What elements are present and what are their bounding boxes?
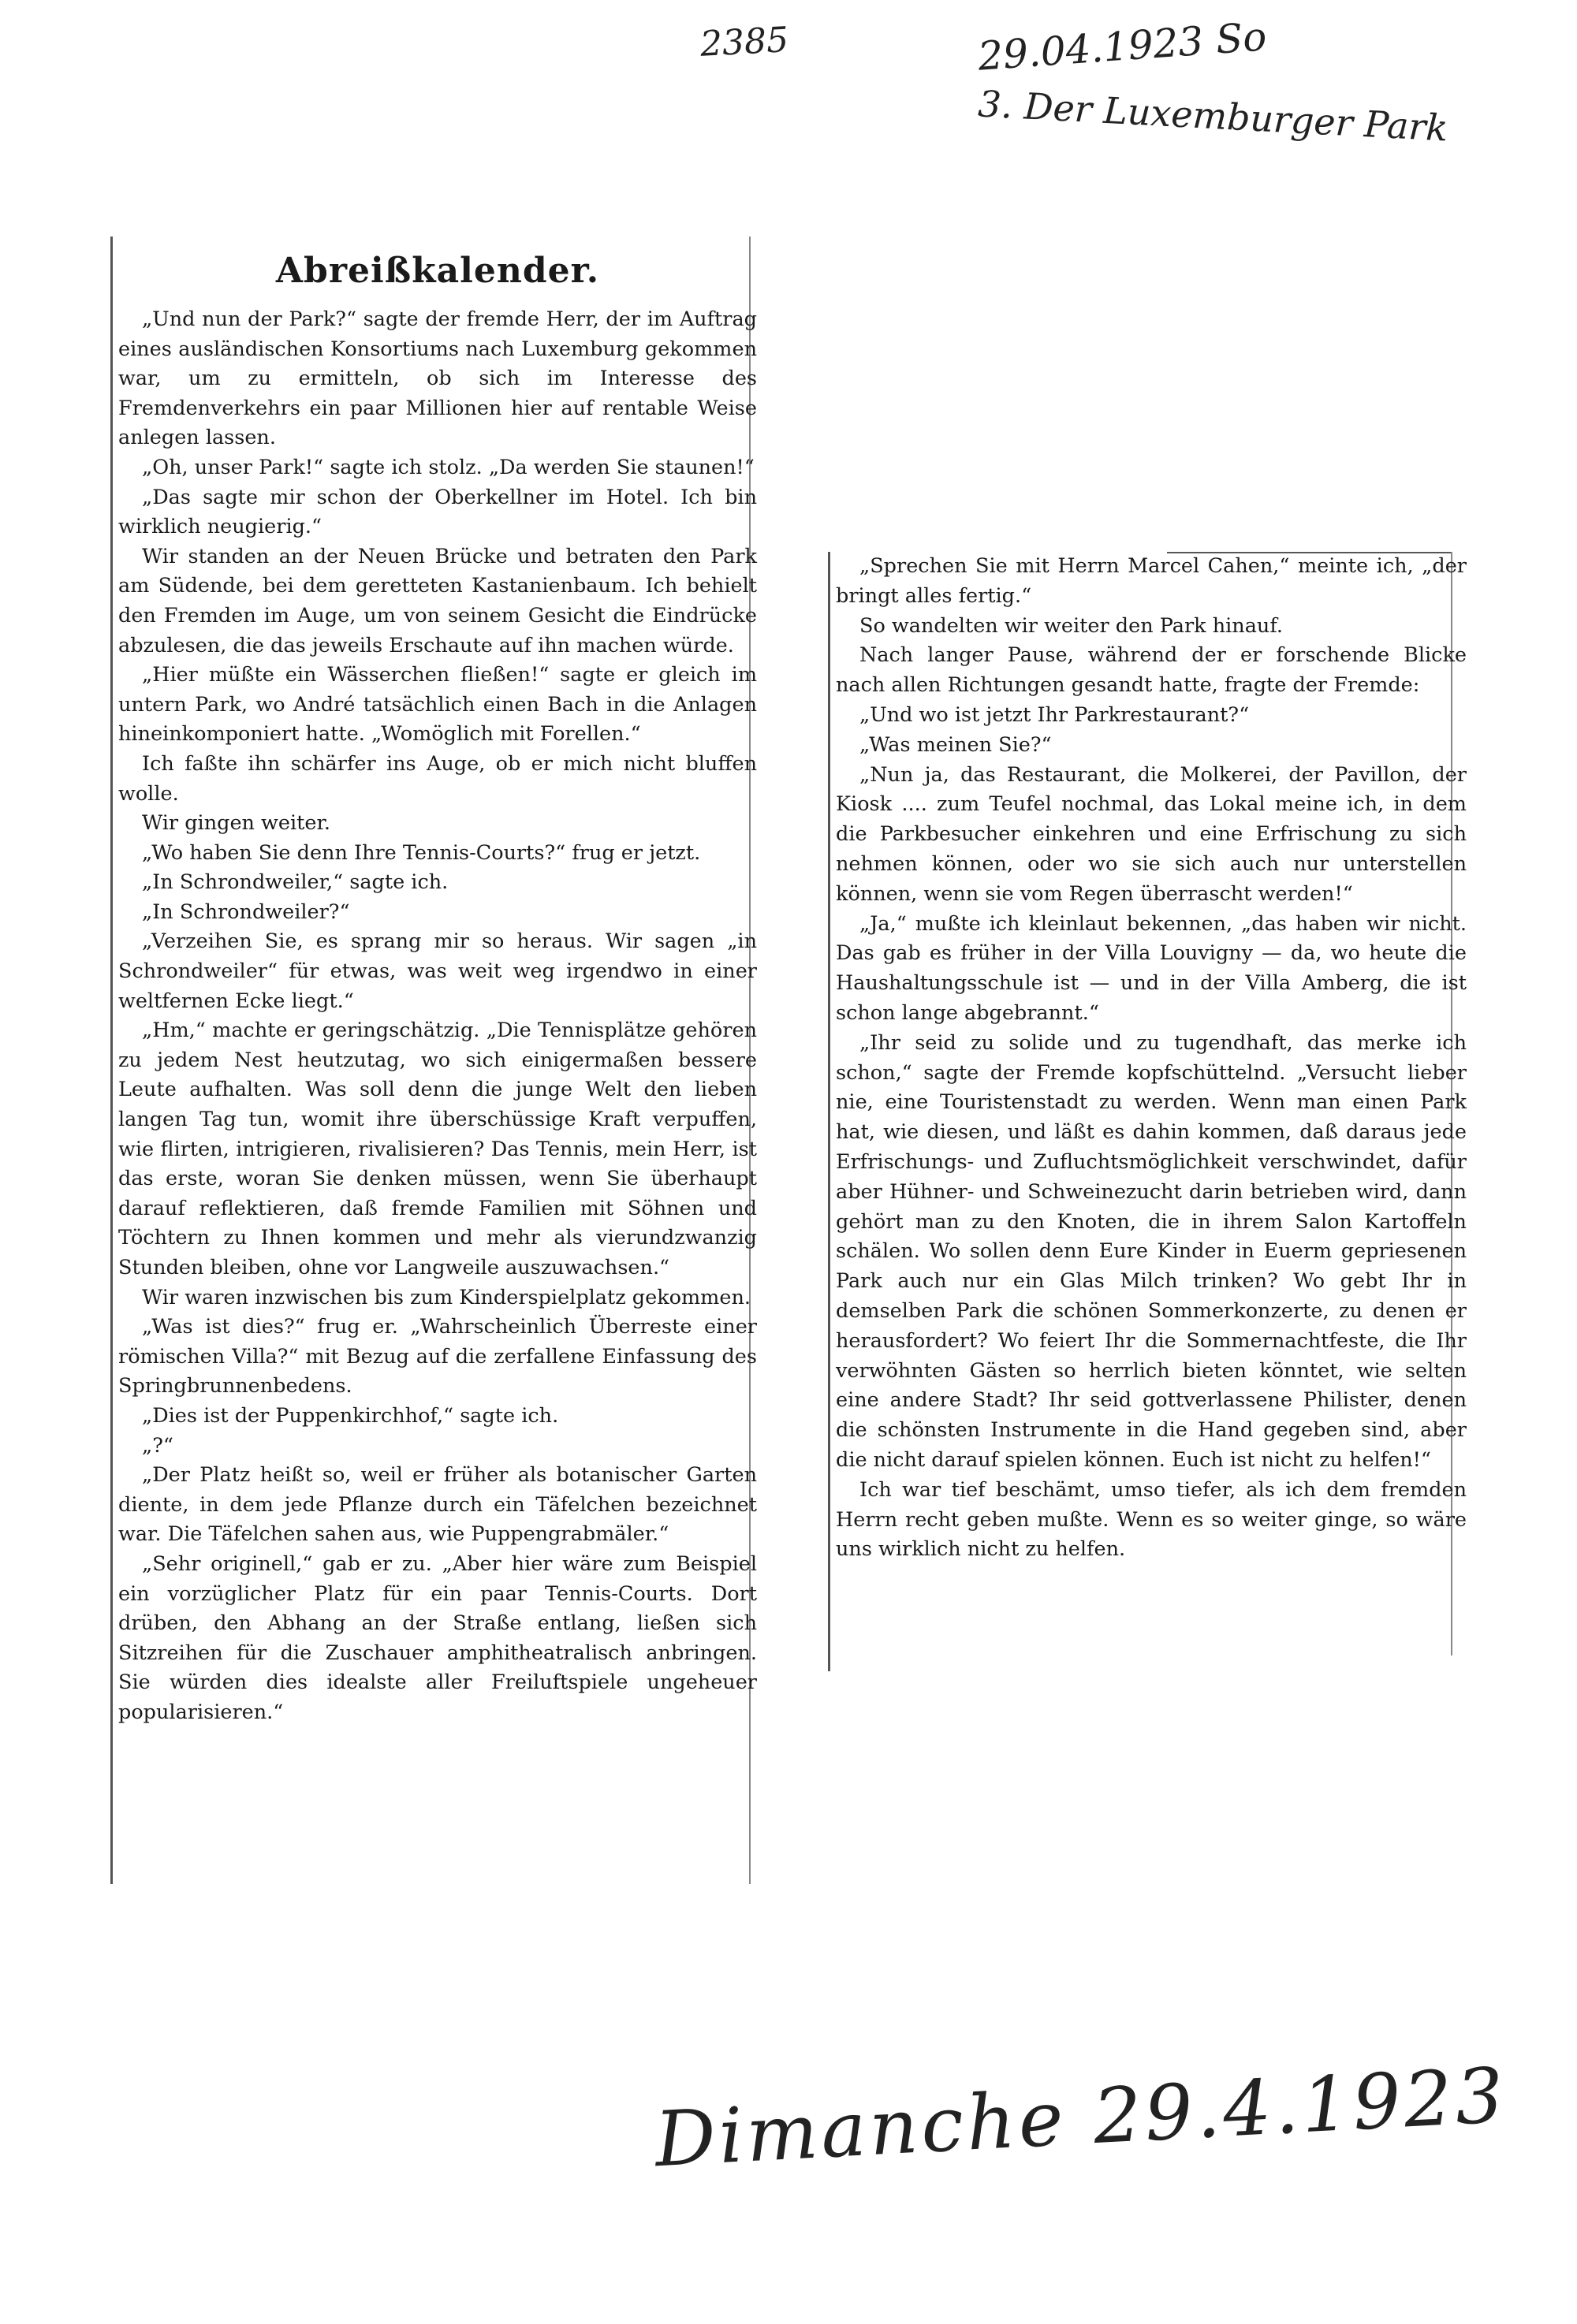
paragraph: „Hm,“ machte er geringschätzig. „Die Tennisplätze gehören zu jedem Nest heutzutag, wo sich einigermaßen bessere Leute aufhalten. Was soll denn die junge Welt den lieben langen Tag tun, womit ihre überschüssige Kraft verpuffen, wie flirten, intrigieren, rivalisieren? Das Tennis, mein Herr, ist das erste, woran Sie denken müssen, wenn Sie überhaupt darauf reflektieren, daß fremde Familien mit Söhnen und Töchtern zu Ihnen kommen und mehr als vierundzwanzig Stunden bleiben, ohne vor Langweile auszuwachsen.“ [118,1019,757,1279]
clipping-edge-right-column [828,552,830,1671]
paragraph: „Was meinen Sie?“ [859,732,1052,757]
paragraph: „In Schrondweiler,“ sagte ich. [142,870,449,895]
handwritten-archive-number: 2385 [699,20,790,65]
paragraph: „Ihr seid zu solide und zu tugendhaft, das merke ich schon,“ sagte der Fremde kopfschüttelnd. „Versucht lieber nie, eine Touristenstadt zu werden. Wenn man einen Park hat, wie diesen, und läßt es dahin kommen, daß daraus jede Erfrischungs- und Zufluchtsmöglichkeit verschwindet, dafür aber Hühner- und Schweinezucht darin betrieben wird, dann gehört man zu den Knoten, die in ihrem Salon Kartoffeln schälen. Wo sollen denn Eure Kinder in Euerm gepriesenen Park auch nur ein Glas Milch trinken? Wo gebt Ihr in demselben Park die schönen Sommerkonzerte, zu denen er herausfordert? Wo feiert Ihr die Sommernachtfeste, die Ihr verwöhnten Gästen so herrlich bieten könntet, wie selten eine andere Stadt? Ihr seid gottverlassene Philister, denen die schönsten Instrumente in die Hand gegeben sind, aber die nicht darauf spielen können. Euch ist nicht zu helfen!“ [836,1030,1467,1472]
article-right-column [836,552,1467,1655]
handwritten-reference: 3. Der Luxemburger Park [976,82,1449,150]
paragraph: „In Schrondweiler?“ [142,899,350,924]
paragraph: „Verzeihen Sie, es sprang mir so heraus. Wir sagen „in Schrondweiler“ für etwas, was weit weg irgendwo in einer weltfernen Ecke liegt.“ [118,929,757,1013]
handwritten-date: 29.04.1923 So [976,13,1269,80]
paragraph: Nach langer Pause, während der er forschende Blicke nach allen Richtungen gesandt hatte, fragte der Fremde: [836,643,1467,698]
paragraph: Wir standen an der Neuen Brücke und betraten den Park am Südende, bei dem geretteten Kastanienbaum. Ich behielt den Fremden im Auge, um von seinem Gesicht die Eindrücke abzulesen, die das jeweils Erschaute auf ihn machen würde. [118,544,757,657]
paragraph: „Der Platz heißt so, weil er früher als botanischer Garten diente, in dem jede Pflanze durch ein Täfelchen bezeichnet war. Die Täfelchen sahen aus, wie Puppengrabmäler.“ [118,1463,757,1547]
clipping-edge-left [110,236,113,1884]
paragraph: „Ja,“ mußte ich kleinlaut bekennen, „das haben wir nicht. Das gab es früher in der Villa Louvigny — da, wo heute die Haushaltungsschule ist — und in der Villa Amberg, die ist schon lange abgebrannt.“ [836,911,1467,1025]
paragraph: „?“ [142,1433,173,1458]
paragraph: „Oh, unser Park!“ sagte ich stolz. „Da werden Sie staunen!“ [142,455,755,479]
handwritten-bottom-date: Dimanche 29.4.1923 [652,2050,1509,2184]
paragraph: Wir waren inzwischen bis zum Kinderspielplatz gekommen. [142,1285,751,1309]
paragraph: „Wo haben Sie denn Ihre Tennis-Courts?“ frug er jetzt. [142,840,701,865]
paragraph: „Und nun der Park?“ sagte der fremde Herr, der im Auftrag eines ausländischen Konsortiums nach Luxemburg gekommen war, um zu ermitteln, ob sich im Interesse des Fremdenverkehrs ein paar Millionen hier auf rentable Weise anlegen lassen. [118,307,757,450]
paragraph: „Nun ja, das Restaurant, die Molkerei, der Pavillon, der Kiosk .... zum Teufel nochmal, das Lokal meine ich, in dem die Parkbesucher einkehren und eine Erfrischung zu sich nehmen können, oder wo sie sich auch nur unterstellen können, wenn sie vom Regen überrascht werden!“ [836,762,1467,906]
article-left-column [118,251,757,2324]
article-title: Abreißkalender. [275,251,600,291]
paragraph: Ich war tief beschämt, umso tiefer, als ich dem fremden Herrn recht geben mußte. Wenn es so weiter ginge, so wäre uns wirklich nicht zu helfen. [836,1477,1467,1562]
paragraph: „Das sagte mir schon der Oberkellner im Hotel. Ich bin wirklich neugierig.“ [118,485,757,539]
paragraph: Ich faßte ihn schärfer ins Auge, ob er mich nicht bluffen wolle. [118,751,757,806]
paragraph: „Dies ist der Puppenkirchhof,“ sagte ich. [142,1403,559,1428]
paragraph: „Und wo ist jetzt Ihr Parkrestaurant?“ [859,702,1250,727]
paragraph: „Hier müßte ein Wässerchen fließen!“ sagte er gleich im untern Park, wo André tatsächlich einen Bach in die Anlagen hineinkomponiert hatte. „Womöglich mit Forellen.“ [118,663,757,747]
paragraph: „Was ist dies?“ frug er. „Wahrscheinlich Überreste einer römischen Villa?“ mit Bezug auf die zerfallene Einfassung des Springbrunnenbedens. [118,1315,757,1398]
paragraph: „Sehr originell,“ gab er zu. „Aber hier wäre zum Beispiel ein vorzüglicher Platz für ein paar Tennis-Courts. Dort drüben, den Abhang an der Straße entlang, ließen sich Sitzreihen für die Zuschauer amphitheatralisch anbringen. Sie würden dies idealste aller Freiluftspiele ungeheuer popularisieren.“ [118,1551,757,1724]
paragraph: Wir gingen weiter. [142,811,330,836]
paragraph: So wandelten wir weiter den Park hinauf. [859,613,1283,638]
paragraph: „Sprechen Sie mit Herrn Marcel Cahen,“ meinte ich, „der bringt alles fertig.“ [836,554,1467,608]
